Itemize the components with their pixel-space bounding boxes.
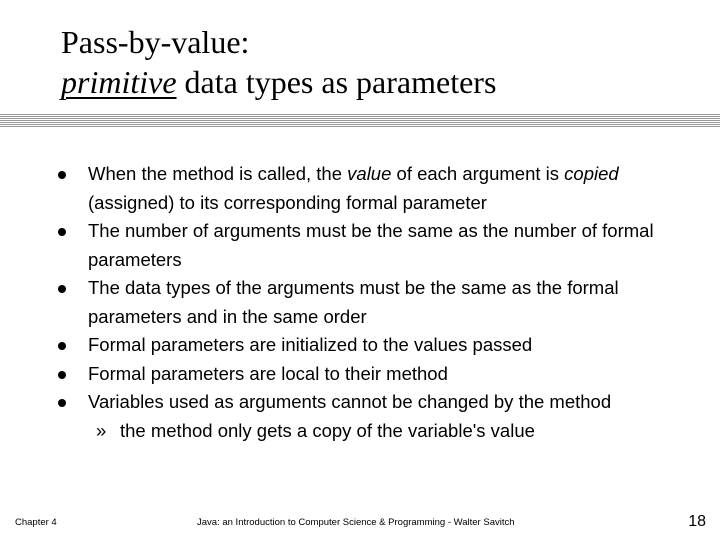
bullet-item bbox=[56, 331, 696, 360]
bullet-list bbox=[56, 160, 696, 445]
title-rest: data types as parameters bbox=[176, 64, 497, 100]
bullet-item bbox=[56, 388, 696, 417]
bullet-text: When the method is called, the bbox=[88, 163, 348, 184]
title-emphasis: primitive bbox=[61, 64, 177, 100]
bullet-text: of each argument is bbox=[391, 163, 565, 184]
bullet-dot-icon bbox=[58, 228, 66, 236]
sub-bullet-text: the method only gets a copy of the variable's value bbox=[120, 419, 535, 441]
bullet-text: The data types of the arguments must be the same as the formal parameters and in the same order bbox=[88, 277, 619, 327]
bullet-item bbox=[56, 217, 696, 274]
slide-title bbox=[61, 22, 701, 102]
bullet-text: The number of arguments must be the same as the number of formal parameters bbox=[88, 220, 654, 270]
sub-bullet-item bbox=[88, 417, 696, 446]
bullet-emphasis: copied bbox=[564, 163, 619, 184]
bullet-dot-icon bbox=[58, 371, 66, 379]
bullet-dot-icon bbox=[58, 399, 66, 407]
page-number: 18 bbox=[688, 513, 706, 530]
title-divider bbox=[0, 114, 720, 128]
footer-book-title: Java: an Introduction to Computer Science & Programming - Walter Savitch bbox=[197, 517, 515, 528]
bullet-text: Formal parameters are local to their method bbox=[88, 362, 448, 384]
bullet-item bbox=[56, 360, 696, 389]
bullet-dot-icon bbox=[58, 285, 66, 293]
bullet-dot-icon bbox=[58, 342, 66, 350]
bullet-dot-icon bbox=[58, 171, 66, 179]
footer-chapter: Chapter 4 bbox=[15, 517, 57, 528]
bullet-text: (assigned) to its corresponding formal parameter bbox=[88, 191, 487, 213]
bullet-item bbox=[56, 160, 696, 217]
bullet-text: Formal parameters are initialized to the values passed bbox=[88, 334, 533, 355]
title-line-2 bbox=[61, 62, 701, 102]
title-line-1: Pass-by-value: bbox=[61, 24, 250, 60]
sub-bullet-marker-icon: » bbox=[96, 419, 107, 441]
bullet-emphasis: value bbox=[347, 163, 392, 184]
bullet-text: Variables used as arguments cannot be changed by the method bbox=[88, 391, 612, 412]
bullet-item bbox=[56, 274, 696, 331]
